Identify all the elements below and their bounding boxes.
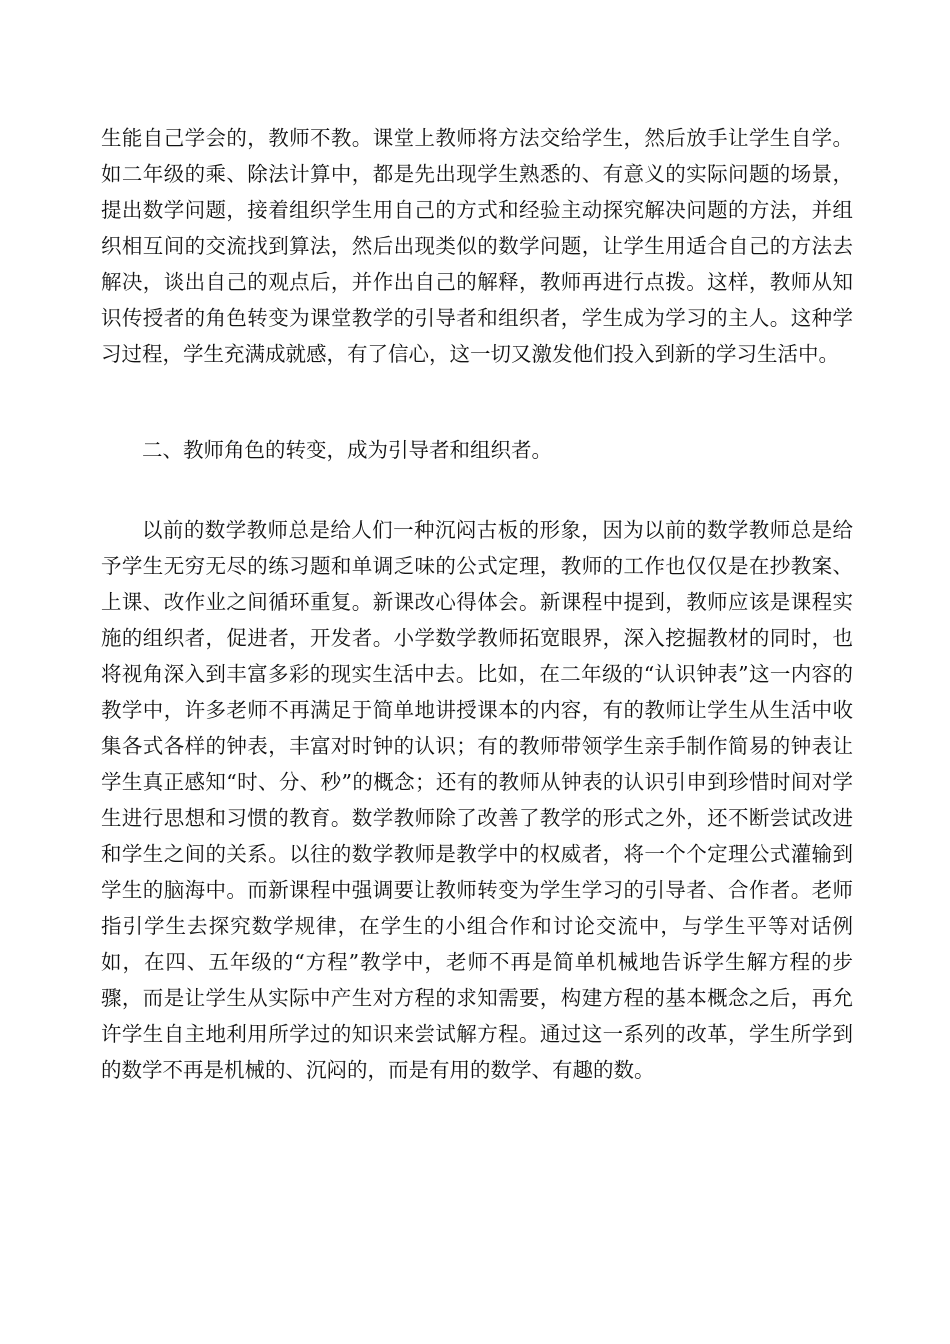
section-heading: 二、教师角色的转变，成为引导者和组织者。 xyxy=(142,438,552,462)
body-paragraph: 以前的数学教师总是给人们一种沉闷古板的形象，因为以前的数学教师总是给予学生无穷无尽的练习题和单调乏味的公式定理，教师的工作也仅仅是在抄教案、上课、改作业之间循环重复。新课改心得体会。新课程中提到，教师应该是课程实施的组织者，促进者，开发者。小学数学教师拓宽眼界，深入挖掘教材的同时，也将视角深入到丰富多彩的现实生活中去。比如，在二年级的“认识钟表”这一内容的教学中，许多老师不再满足于简单地讲授课本的内容，有的教师让学生从生活中收集各式各样的钟表，丰富对时钟的认识；有的教师带领学生亲手制作简易的钟表让学生真正感知“时、分、秒”的概念；还有的教师从钟表的认识引申到珍惜时间对学生进行思想和习惯的教育。数学教师除了改善了教学的形式之外，还不断尝试改进和学生之间的关系。以往的数学教师是教学中的权威者，将一个个定理公式灌输到学生的脑海中。而新课程中强调要让教师转变为学生学习的引导者、合作者。老师指引学生去探究数学规律，在学生的小组合作和讨论交流中，与学生平等对话例如，在四、五年级的“方程”教学中，老师不再是简单机械地告诉学生解方程的步骤，而是让学生从实际中产生对方程的求知需要，构建方程的基本概念之后，再允许学生自主地利用所学过的知识来尝试解方程。通过这一系列的改革，学生所学到的数学不再是机械的、沉闷的，而是有用的数学、有趣的数。 xyxy=(101,518,853,1082)
body-paragraph: 生能自己学会的，教师不教。课堂上教师将方法交给学生，然后放手让学生自学。如二年级的乘、除法计算中，都是先出现学生熟悉的、有意义的实际问题的场景，提出数学问题，接着组织学生用自己的方式和经验主动探究解决问题的方法，并组织相互间的交流找到算法，然后出现类似的数学问题，让学生用适合自己的方法去解决，谈出自己的观点后，并作出自己的解释，教师再进行点拨。这样，教师从知识传授者的角色转变为课堂教学的引导者和组织者，学生成为学习的主人。这种学习过程，学生充满成就感，有了信心，这一切又激发他们投入到新的学习生活中。 xyxy=(101,126,853,366)
